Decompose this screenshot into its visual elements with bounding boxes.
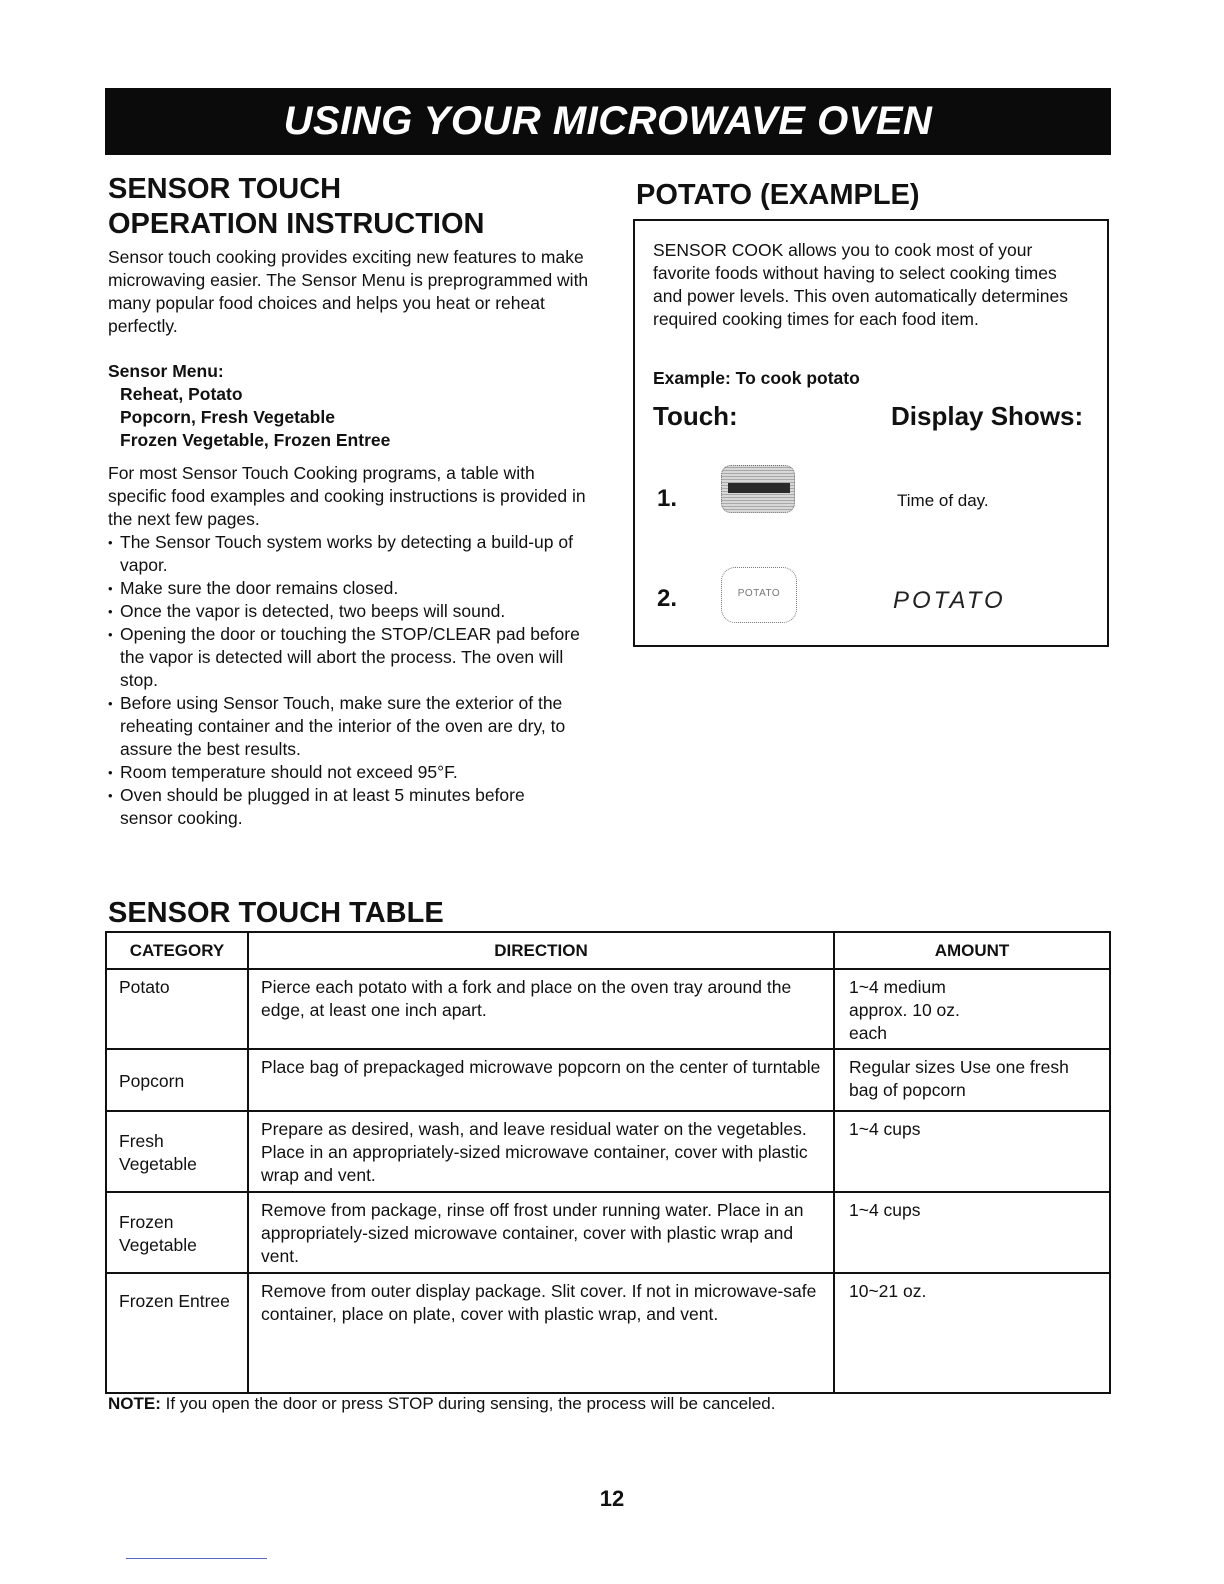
- column-header-category: CATEGORY: [106, 932, 248, 969]
- display-time-of-day: Time of day.: [897, 491, 989, 510]
- cell-direction: Prepare as desired, wash, and leave residual water on the vegetables. Place in an appropriately-sized microwave container, cover with plastic wrap and vent.: [248, 1111, 834, 1192]
- table-row: [106, 1192, 1110, 1273]
- step-number: 1.: [657, 485, 678, 512]
- list-item: • Room temperature should not exceed 95°F.: [108, 761, 618, 784]
- cell-amount: 10~21 oz.: [834, 1273, 1110, 1393]
- cell-amount: Regular sizes Use one fresh bag of popcorn: [834, 1049, 1110, 1111]
- potato-example-box: [633, 219, 1109, 647]
- sensor-menu-item: Popcorn, Fresh Vegetable: [120, 407, 335, 427]
- sensor-menu-item: Frozen Vegetable, Frozen Entree: [120, 430, 391, 450]
- display-potato: POTATO: [893, 587, 1006, 614]
- cell-amount: 1~4 medium approx. 10 oz. each: [834, 969, 1110, 1049]
- note-text: If you open the door or press STOP during sensing, the process will be canceled.: [165, 1394, 776, 1413]
- section-title-line1: SENSOR TOUCH: [108, 173, 342, 205]
- cell-direction: Pierce each potato with a fork and place on the oven tray around the edge, at least one inch apart.: [248, 969, 834, 1049]
- cell-amount: 1~4 cups: [834, 1192, 1110, 1273]
- example-label: Example: To cook potato: [653, 368, 860, 388]
- list-item: • Opening the door or touching the STOP/CLEAR pad before the vapor is detected will abort the process. The oven will stop.: [108, 623, 596, 692]
- cell-category: Frozen Vegetable: [106, 1192, 248, 1273]
- potato-pad-label: POTATO: [737, 588, 781, 599]
- touch-heading: Touch:: [653, 401, 738, 431]
- cell-category: Potato: [106, 969, 248, 1049]
- potato-pad-button-icon: [721, 567, 797, 623]
- sensor-cook-description: SENSOR COOK allows you to cook most of your favorite foods without having to select cooking times and power levels. This oven automatically determines required cooking times for each food item.: [653, 240, 1069, 329]
- list-item: • Make sure the door remains closed.: [108, 577, 618, 600]
- list-item: • The Sensor Touch system works by detecting a build-up of vapor.: [108, 531, 600, 577]
- section-title-line2: OPERATION INSTRUCTION: [108, 208, 485, 240]
- intro-paragraph: Sensor touch cooking provides exciting new features to make microwaving easier. The Sensor Menu is preprogrammed with many popular food choices and helps you heat or reheat perfectly.: [108, 247, 589, 336]
- link-underline: [126, 1558, 267, 1559]
- sensor-menu: [108, 360, 618, 452]
- table-row: [106, 1111, 1110, 1192]
- step-number: 2.: [657, 585, 678, 612]
- note-label: NOTE:: [108, 1394, 161, 1413]
- sensor-touch-table-title: SENSOR TOUCH TABLE: [108, 897, 444, 929]
- list-item: • Oven should be plugged in at least 5 minutes before sensor cooking.: [108, 784, 580, 830]
- cell-direction: Remove from package, rinse off frost under running water. Place in an appropriately-sized microwave container, cover with plastic wrap and vent.: [248, 1192, 834, 1273]
- table-row: [106, 1273, 1110, 1393]
- page-banner: USING YOUR MICROWAVE OVEN: [105, 88, 1111, 155]
- cell-category: Frozen Entree: [106, 1273, 248, 1393]
- table-row: [106, 1049, 1110, 1111]
- display-shows-heading: Display Shows:: [891, 401, 1084, 431]
- sensor-menu-item: Reheat, Potato: [120, 384, 243, 404]
- column-header-direction: DIRECTION: [248, 932, 834, 969]
- cell-category: Fresh Vegetable: [106, 1111, 248, 1192]
- cell-direction: Place bag of prepackaged microwave popcorn on the center of turntable: [248, 1049, 834, 1111]
- sensor-touch-section: [108, 172, 618, 830]
- programs-paragraph: For most Sensor Touch Cooking programs, a table with specific food examples and cooking instructions is provided in the next few pages.: [108, 463, 586, 529]
- page-number: 12: [599, 1486, 625, 1511]
- list-item: • Before using Sensor Touch, make sure the exterior of the reheating container and the interior of the oven are dry, to assure the best results.: [108, 692, 620, 761]
- sensor-touch-table: [105, 931, 1111, 1394]
- sensor-pad-button-icon: [721, 465, 795, 513]
- cell-amount: 1~4 cups: [834, 1111, 1110, 1192]
- table-header-row: [106, 932, 1110, 969]
- table-row: [106, 969, 1110, 1049]
- note: [108, 1392, 775, 1415]
- potato-example-title: POTATO (EXAMPLE): [636, 179, 920, 211]
- column-header-amount: AMOUNT: [834, 932, 1110, 969]
- cell-direction: Remove from outer display package. Slit cover. If not in microwave-safe container, place on plate, cover with plastic wrap, and vent.: [248, 1273, 834, 1393]
- sensor-menu-heading: Sensor Menu:: [108, 361, 224, 381]
- list-item: • Once the vapor is detected, two beeps will sound.: [108, 600, 618, 623]
- instructions-list: [108, 531, 618, 830]
- cell-category: Popcorn: [106, 1049, 248, 1111]
